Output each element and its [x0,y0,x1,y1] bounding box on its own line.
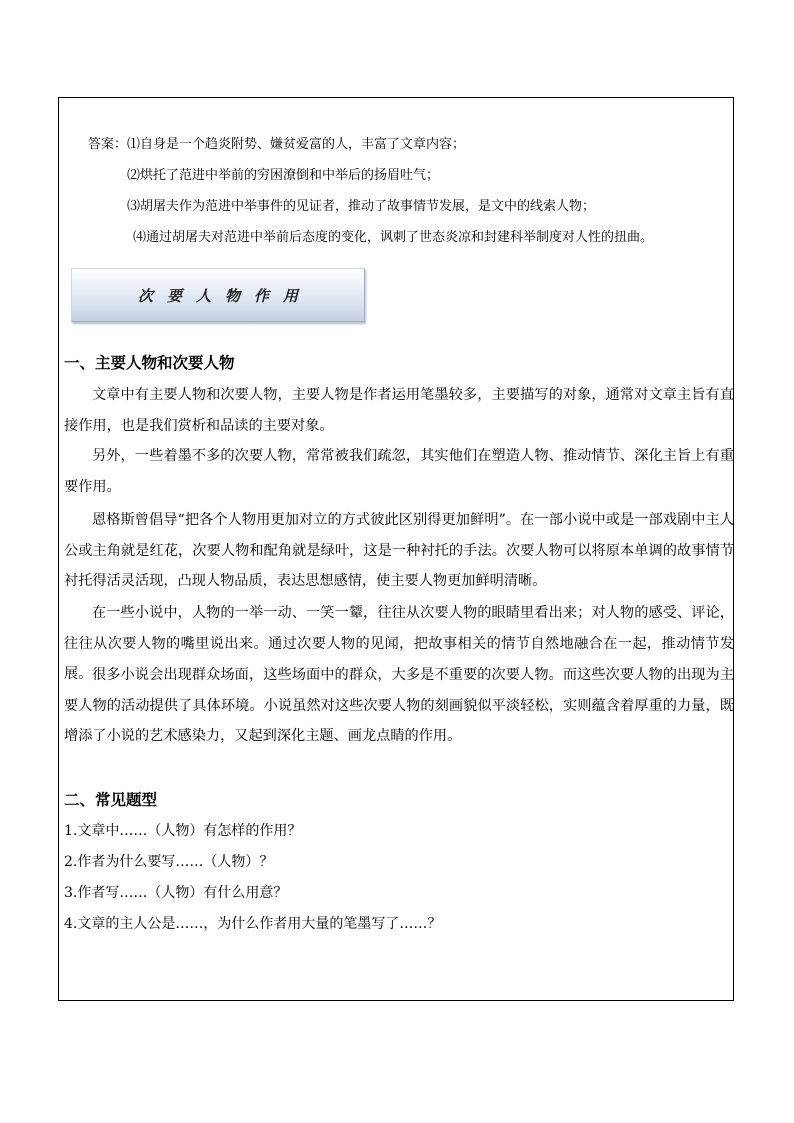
question-item: 2.作者为什么要写……（人物）？ [64,854,274,870]
section1-paragraph: 另外，一些着墨不多的次要人物，常常被我们疏忽，其实他们在塑造人物、推动情节、深化主旨上有重要作用。 [64,448,734,495]
answer-label: 答案： [88,137,128,152]
question-item: 1.文章中……（人物）有怎样的作用？ [64,823,302,839]
question-item: 4.文章的主人公是……，为什么作者用大量的笔墨写了……？ [64,916,442,932]
section1-paragraph: 恩格斯曾倡导“把各个人物用更加对立的方式彼此区别得更加鲜明”。在一部小说中或是一部戏剧中主人公或主角就是红花，次要人物和配角就是绿叶，这是一种衬托的手法。次要人物可以将原本单调的故事情节衬托得活灵活现，凸现人物品质，表达思想感情，使主要人物更加鲜明清晰。 [64,512,734,589]
section-banner [71,268,365,322]
question-item: 3.作者写……（人物）有什么用意？ [64,885,288,901]
answer-text: ⑴自身是一个趋炎附势、嫌贫爱富的人，丰富了文章内容； [127,137,466,152]
answer-line-4: ⑷通过胡屠夫对范进中举前后态度的变化，讽刺了世态炎凉和封建科举制度对人性的扭曲。 [133,230,654,245]
banner-title: 次要人物作用 [137,286,312,305]
answer-line-1 [88,135,465,155]
answer-line-3: ⑶胡屠夫作为范进中举事件的见证者，推动了故事情节发展，是文中的线索人物； [127,199,596,214]
section1-heading: 一、主要人物和次要人物 [64,354,235,372]
answer-line-2: ⑵烘托了范进中举前的穷困潦倒和中举后的扬眉吐气； [127,168,440,183]
section2-heading: 二、常见题型 [64,791,158,809]
section1-paragraph: 文章中有主要人物和次要人物，主要人物是作者运用笔墨较多，主要描写的对象，通常对文章主旨有直接作用，也是我们赏析和品读的主要对象。 [64,387,734,434]
section1-paragraph: 很多小说会出现群众场面，这些场面中的群众，大多是不重要的次要人物。而这些次要人物的出现为主要人物的活动提供了具体环境。小说虽然对这些次要人物的刻画貌似平淡轻松，实则蕴含着厚重的力量，既增添了小说的艺术感染力，又起到深化主题、画龙点睛的作用。 [64,667,734,744]
section1-paragraph: 在一些小说中，人物的一举一动、一笑一颦，往往从次要人物的眼睛里看出来；对人物的感受、评论，往往从次要人物的嘴里说出来。通过次要人物的见闻，把故事相关的情节自然地融合在一起，推动情节发展。 [64,605,734,682]
